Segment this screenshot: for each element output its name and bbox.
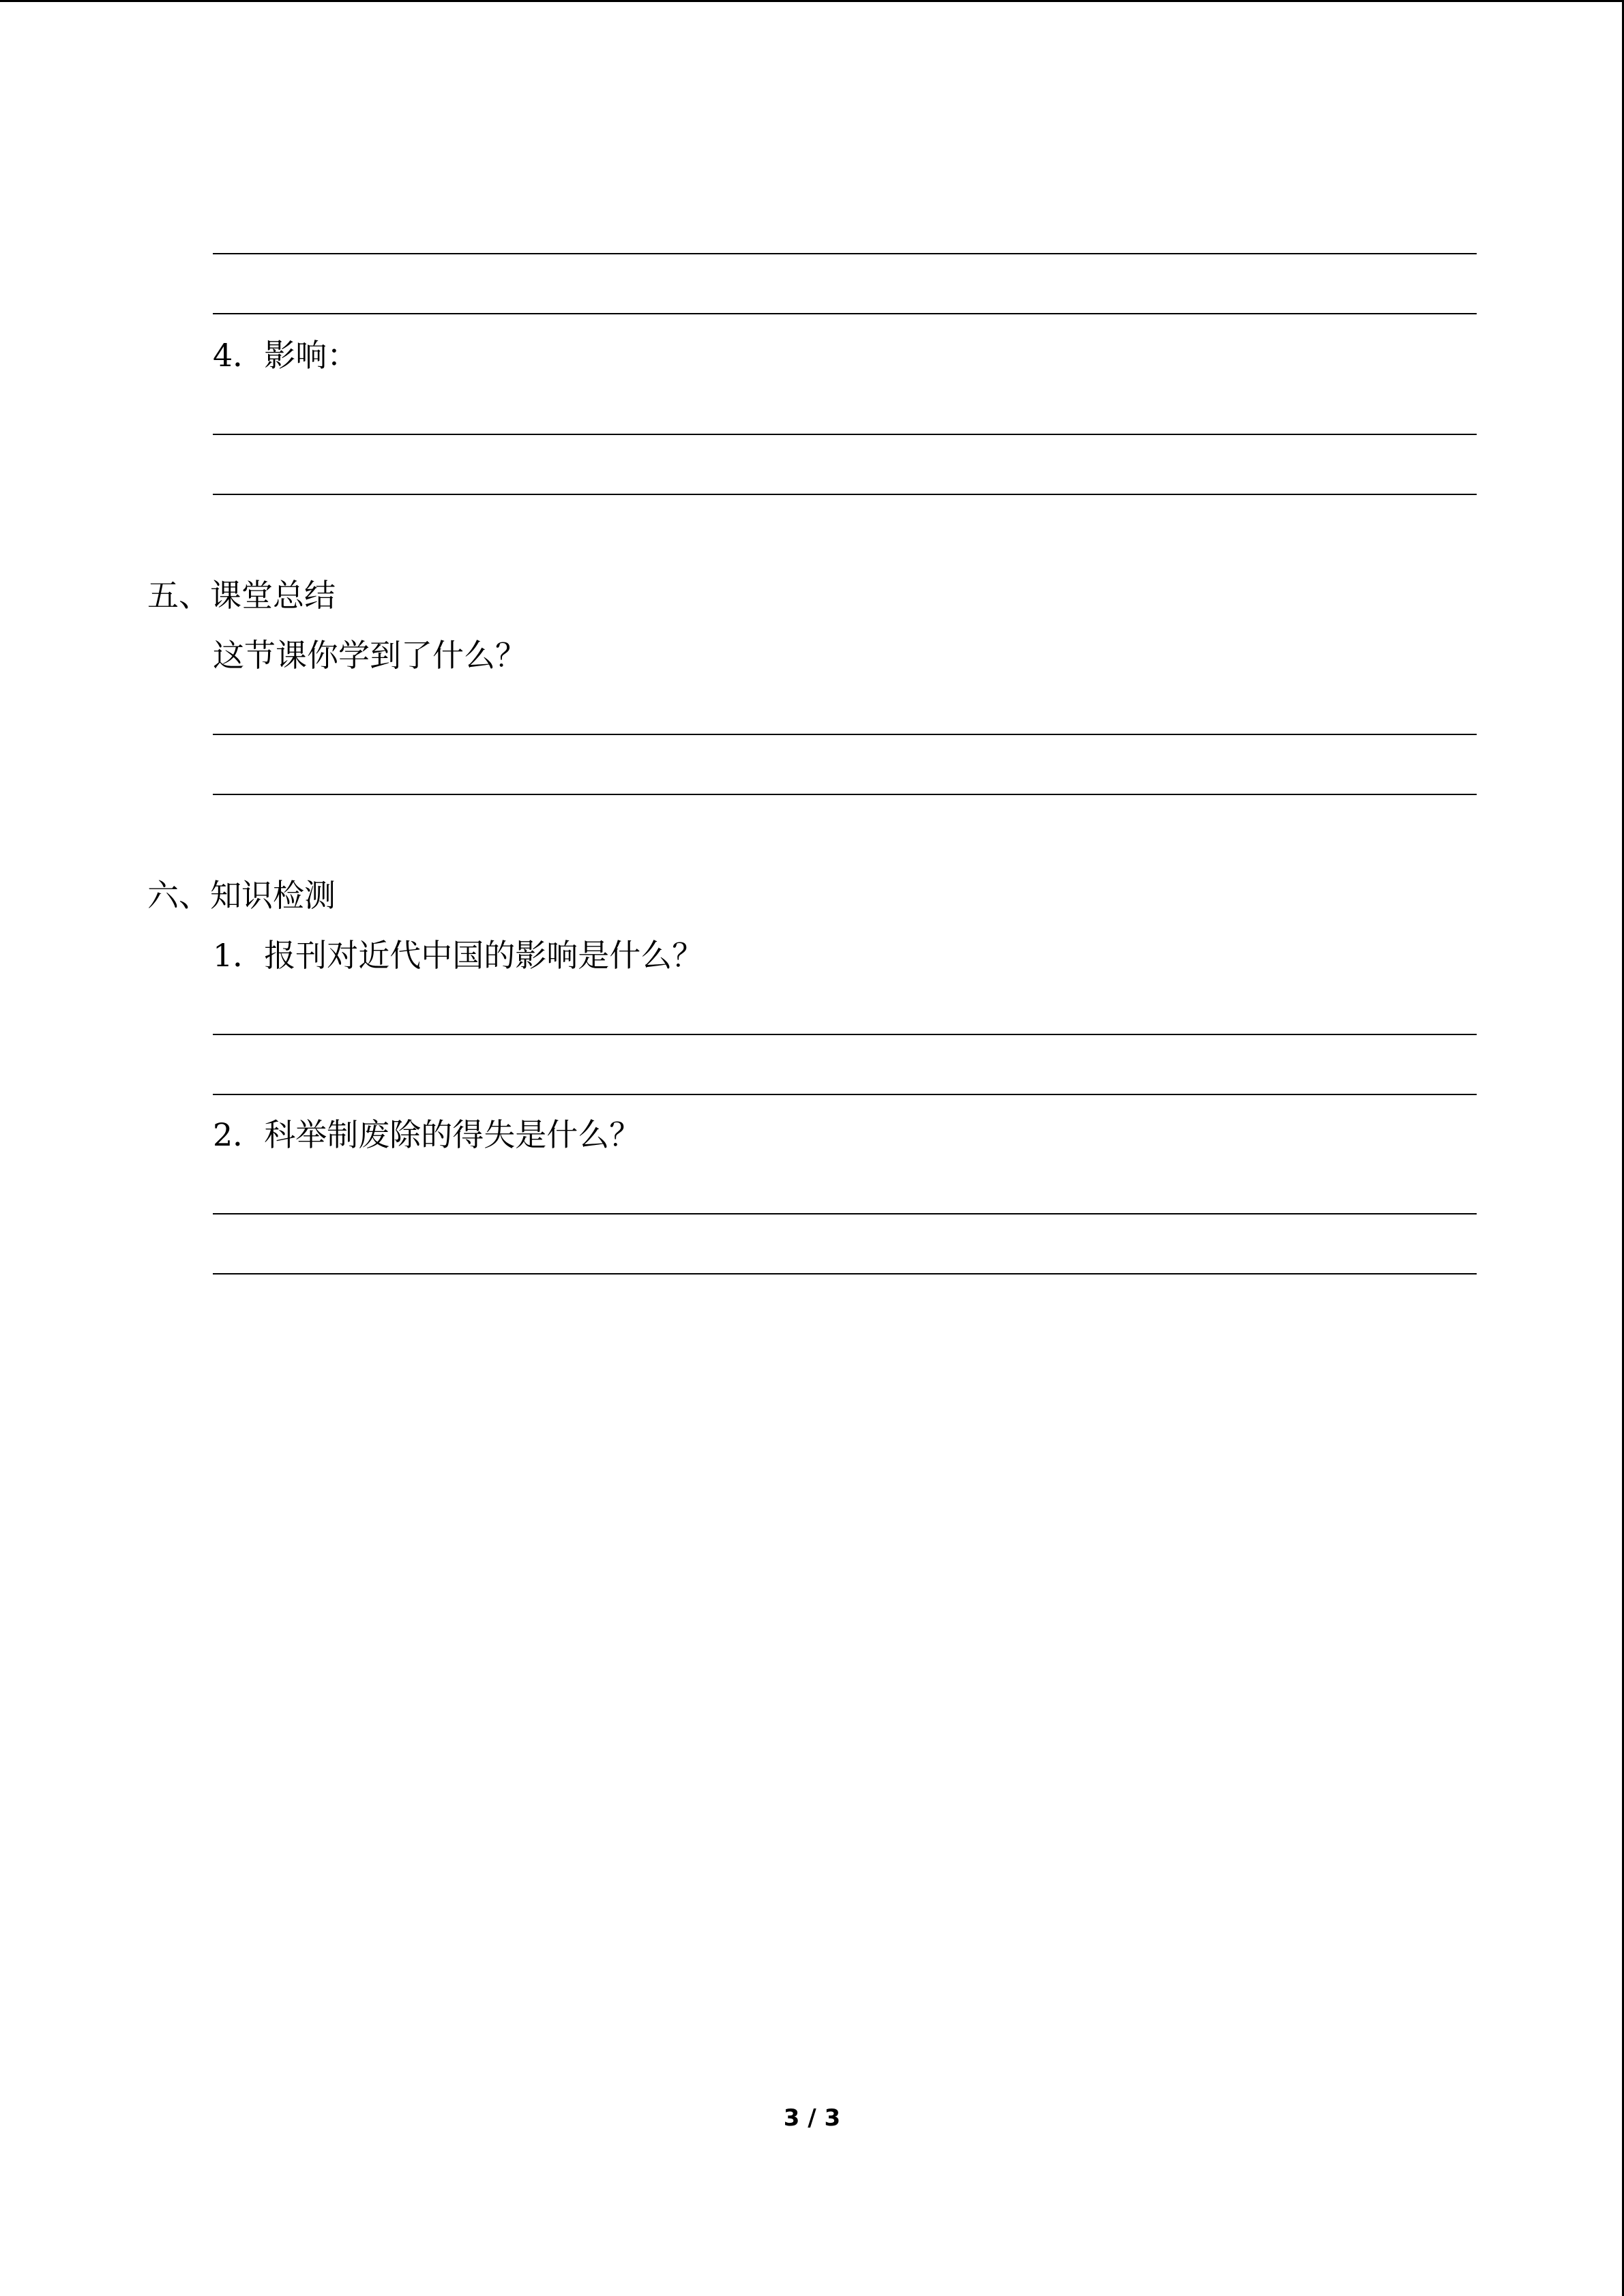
- answer-line: [213, 1213, 1477, 1214]
- answer-line: [213, 434, 1477, 435]
- question-2-label: 2．科举制废除的得失是什么？: [213, 1116, 641, 1153]
- answer-line: [213, 253, 1477, 254]
- item-4-label: 4．影响：: [213, 337, 359, 374]
- section-5-prompt: 这节课你学到了什么？: [213, 637, 527, 674]
- answer-line: [213, 1034, 1477, 1035]
- answer-line: [213, 1273, 1477, 1274]
- answer-line: [213, 313, 1477, 314]
- section-6-heading: 六、知识检测: [147, 877, 336, 914]
- answer-line: [213, 494, 1477, 495]
- page-number: 3 / 3: [783, 2104, 841, 2132]
- answer-line: [213, 734, 1477, 735]
- page-top-border: [0, 0, 1624, 2]
- question-1-label: 1．报刊对近代中国的影响是什么？: [213, 937, 704, 974]
- section-5-heading: 五、课堂总结: [147, 577, 336, 614]
- answer-line: [213, 794, 1477, 795]
- answer-line: [213, 1094, 1477, 1095]
